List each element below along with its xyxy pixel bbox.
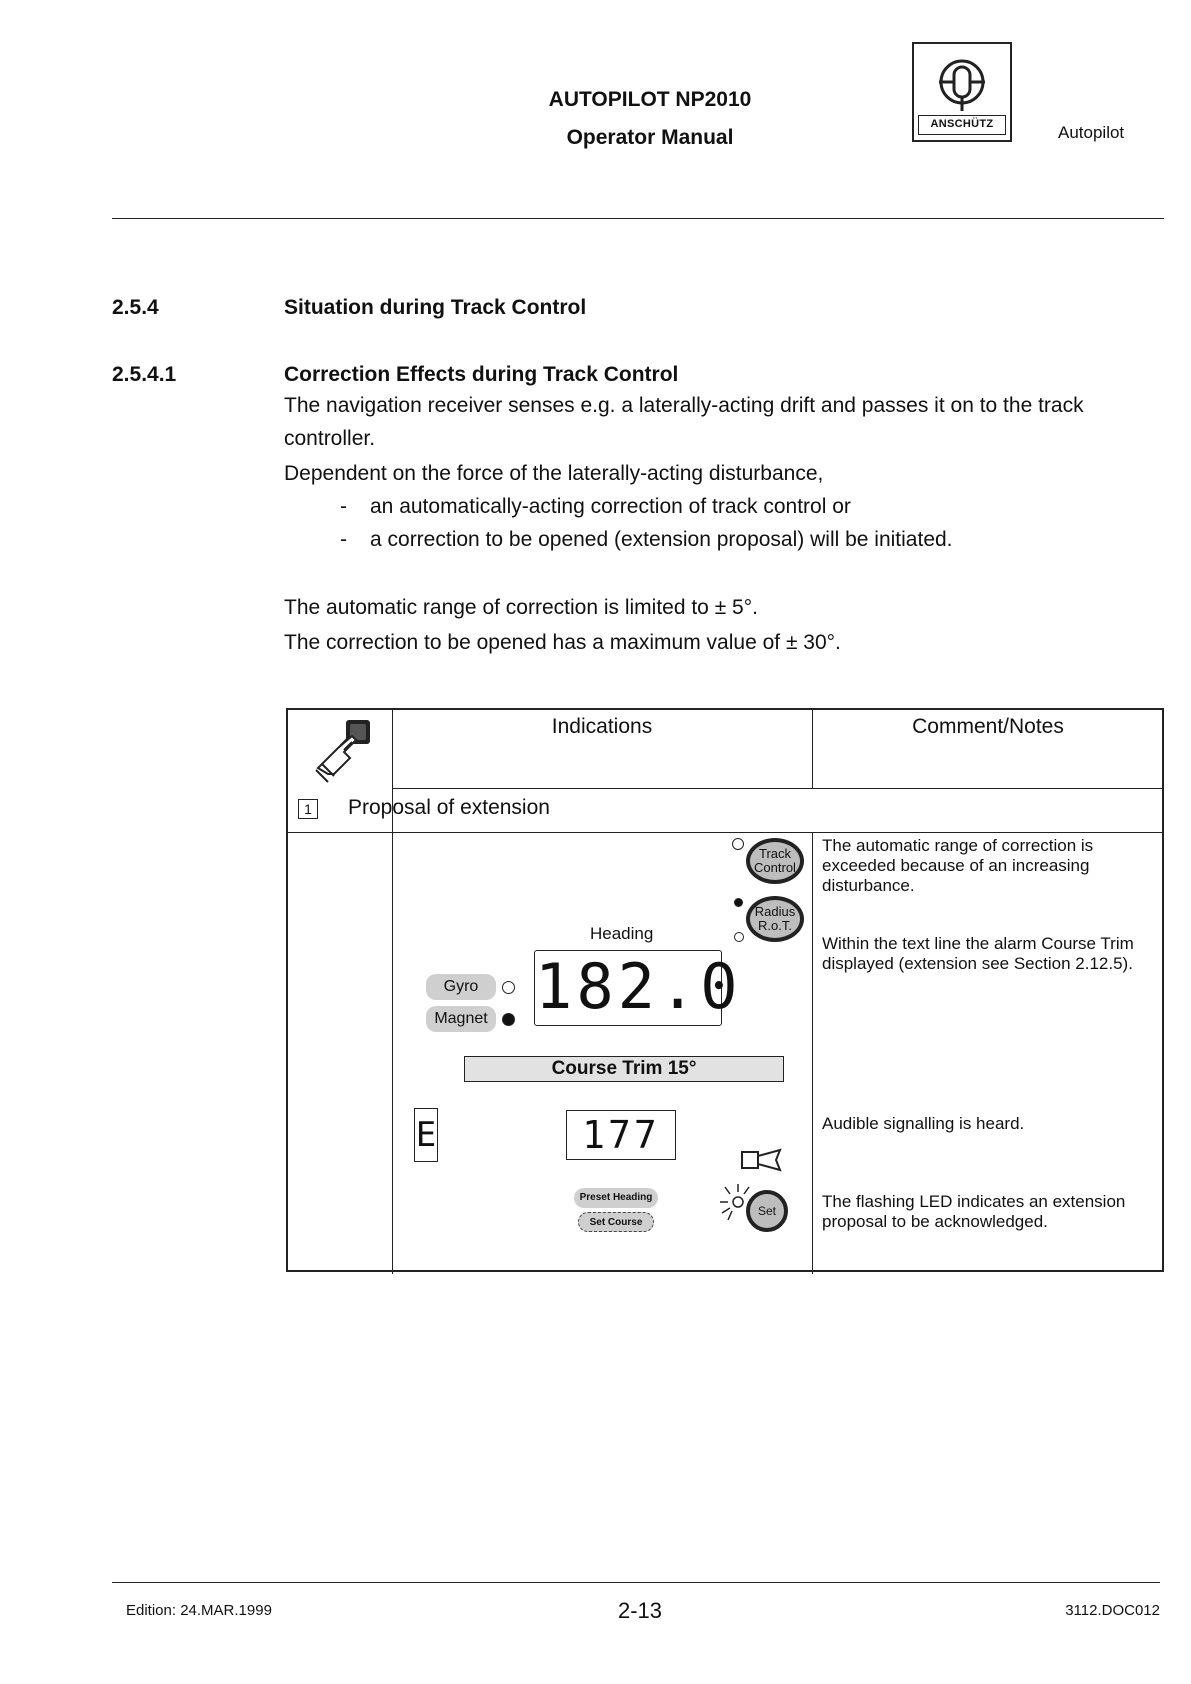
- manual-title: AUTOPILOT NP2010: [548, 88, 752, 111]
- section-title: Situation during Track Control: [284, 296, 587, 319]
- paragraph-2: Dependent on the force of the laterally-acting disturbance,: [284, 462, 824, 485]
- table-col-divider: [812, 832, 813, 1274]
- manual-subtitle: Operator Manual: [566, 126, 734, 149]
- anschuetz-mark-icon: [937, 56, 987, 114]
- brand-name: ANSCHÜTZ: [918, 115, 1006, 135]
- note-exceeded: The automatic range of correction is exceeded because of an increasing disturbance.: [822, 836, 1094, 895]
- magnet-button[interactable]: Magnet: [426, 1006, 496, 1032]
- subsection-number: 2.5.4.1: [112, 363, 177, 386]
- hand-pointer-icon: [308, 714, 378, 784]
- header-rule: [112, 218, 1164, 219]
- bullet-item: an automatically-acting correction of track control or: [370, 495, 851, 518]
- preset-display: 177: [566, 1110, 676, 1160]
- step-title: Proposal of extension: [348, 796, 550, 819]
- edition-date: Edition: 24.MAR.1999: [126, 1602, 272, 1619]
- table-col-divider: [392, 710, 393, 1274]
- anschuetz-logo: [912, 42, 1012, 142]
- bullet-item: a correction to be opened (extension proposal) will be initiated.: [370, 528, 953, 551]
- paragraph-1: The navigation receiver senses e.g. a laterally-acting drift and passes it on to the track controller.: [284, 394, 1084, 450]
- radius-rot-button[interactable]: Radius R.o.T.: [746, 896, 804, 942]
- bullet-mark: -: [340, 528, 347, 551]
- note-flashing-led: The flashing LED indicates an extension proposal to be acknowledged.: [822, 1192, 1126, 1231]
- radius-led-upper: [734, 898, 743, 907]
- heading-label: Heading: [590, 924, 654, 943]
- heading-display: 182.0: [534, 950, 722, 1026]
- note-audible: Audible signalling is heard.: [822, 1114, 1025, 1133]
- section-label: Autopilot: [1058, 123, 1125, 142]
- preset-heading-button[interactable]: Preset Heading: [574, 1188, 658, 1208]
- step-number-box: 1: [298, 799, 318, 819]
- bullet-mark: -: [340, 495, 347, 518]
- table-row-divider: [288, 788, 1162, 789]
- paragraph-3: The automatic range of correction is limited to ± 5°.: [284, 596, 758, 619]
- gyro-button[interactable]: Gyro: [426, 974, 496, 1000]
- note-course-trim: Within the text line the alarm Course Trim displayed (extension see Section 2.12.5).: [822, 934, 1134, 973]
- page-number: 2-13: [617, 1598, 663, 1623]
- course-trim-textline: Course Trim 15°: [464, 1056, 784, 1082]
- indications-table: [286, 708, 1164, 1272]
- track-control-button[interactable]: Track Control: [746, 838, 804, 884]
- section-number: 2.5.4: [112, 296, 159, 319]
- column-header-comments: Comment/Notes: [912, 715, 1064, 738]
- gyro-led: [502, 981, 515, 994]
- magnet-led: [502, 1013, 515, 1026]
- radius-led-lower: [734, 932, 744, 942]
- column-header-indications: Indications: [551, 715, 653, 738]
- track-control-led: [732, 838, 744, 850]
- table-row-divider: [288, 832, 1162, 833]
- subsection-title: Correction Effects during Track Control: [284, 363, 679, 386]
- paragraph-4: The correction to be opened has a maximum value of ± 30°.: [284, 631, 841, 654]
- mode-display: E: [414, 1108, 438, 1162]
- footer-rule: [112, 1582, 1160, 1583]
- set-course-button[interactable]: Set Course: [578, 1212, 654, 1232]
- set-button[interactable]: Set: [746, 1190, 788, 1232]
- document-id: 3112.DOC012: [1065, 1602, 1160, 1619]
- horn-icon: [740, 1148, 784, 1172]
